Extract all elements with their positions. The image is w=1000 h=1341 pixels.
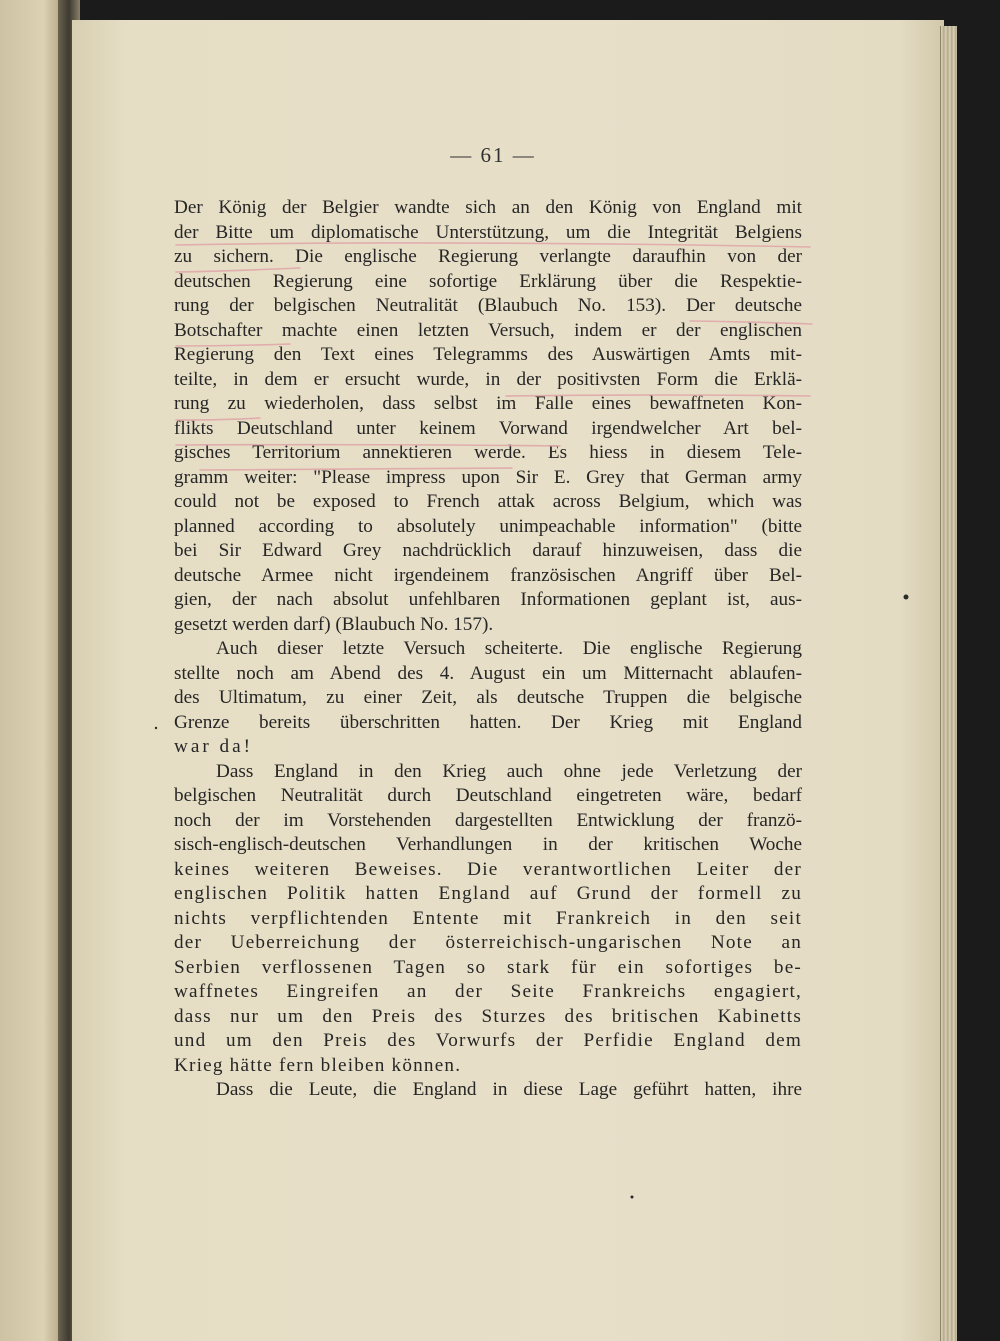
text-line: dass nur um den Preis des Sturzes des britischen Kabinetts — [174, 1005, 802, 1027]
text-line: keines weiteren Beweises. Die verantwortlichen Leiter der — [174, 858, 802, 880]
text-line: rung der belgischen Neutralität (Blaubuch No. 153). Der deutsche — [174, 295, 802, 316]
text-line: belgischen Neutralität durch Deutschland eingetreten wäre, bedarf — [174, 785, 802, 806]
text-line: bei Sir Edward Grey nachdrücklich darauf hinzuweisen, dass die — [174, 540, 802, 561]
text-line: stellte noch am Abend des 4. August ein um Mitternacht ablaufen- — [174, 662, 802, 684]
text-line: rung zu wiederholen, dass selbst im Falle eines bewaffneten Kon- — [174, 393, 802, 414]
text-line: Botschafter machte einen letzten Versuch, indem er der englischen — [174, 319, 802, 341]
text-line: und um den Preis des Vorwurfs der Perfidie England dem — [174, 1030, 802, 1051]
text-line: der Bitte um diplomatische Unterstützung, um die Integrität Belgiens — [174, 221, 802, 243]
text-line: der Ueberreichung der österreichisch-ungarischen Note an — [174, 932, 802, 953]
text-line: noch der im Vorstehenden dargestellten Entwicklung der franzö- — [174, 809, 802, 831]
text-line: gisches Territorium annektieren werde. Es hiess in diesem Tele- — [174, 442, 802, 463]
text-line: gien, der nach absolut unfehlbaren Informationen geplant ist, aus- — [174, 589, 802, 610]
text-line: teilte, in dem er ersucht wurde, in der positivsten Form die Erklä- — [174, 368, 802, 390]
paragraph-start-line: Dass die Leute, die England in diese Lage geführt hatten, ihre — [216, 1079, 802, 1100]
text-line: Regierung den Text eines Telegramms des Auswärtigen Amts mit- — [174, 344, 802, 365]
text-line: Grenze bereits überschritten hatten. Der Krieg mit England — [174, 711, 802, 733]
text-line: sisch-englisch-deutschen Verhandlungen in der kritischen Woche — [174, 834, 802, 855]
text-line: Der König der Belgier wandte sich an den König von England mit — [174, 197, 802, 218]
text-line: gesetzt werden darf) (Blaubuch No. 157). — [174, 613, 494, 635]
text-line: Serbien verflossenen Tagen so stark für ein sofortiges be- — [174, 956, 802, 978]
text-line: gramm weiter: "Please impress upon Sir E. Grey that German army — [174, 466, 802, 488]
text-line: zu sichern. Die englische Regierung verlangte daraufhin von der — [174, 246, 802, 267]
text-line: Krieg hätte fern bleiben können. — [174, 1054, 462, 1076]
text-line: could not be exposed to French attak across Belgium, which was — [174, 491, 802, 512]
text-line: des Ultimatum, zu einer Zeit, als deutsche Truppen die belgische — [174, 687, 802, 708]
body-text — [174, 196, 802, 1103]
text-line: deutschen Regierung eine sofortige Erklärung über die Respektie- — [174, 270, 802, 292]
facing-page-edge — [0, 0, 62, 1341]
paragraph-start-line: Auch dieser letzte Versuch scheiterte. Die englische Regierung — [216, 638, 802, 659]
text-line: englischen Politik hatten England auf Grund der formell zu — [174, 883, 802, 904]
text-line: flikts Deutschland unter keinem Vorwand irgendwelcher Art bel- — [174, 417, 802, 439]
text-line: war da! — [174, 736, 254, 757]
text-line: waffnetes Eingreifen an der Seite Frankreichs engagiert, — [174, 981, 802, 1002]
text-line: deutsche Armee nicht irgendeinem französischen Angriff über Bel- — [174, 564, 802, 586]
text-line: planned according to absolutely unimpeachable information" (bitte — [174, 515, 802, 537]
paragraph-start-line: Dass England in den Krieg auch ohne jede Verletzung der — [216, 760, 802, 782]
text-line: nichts verpflichtenden Entente mit Frankreich in den seit — [174, 907, 802, 929]
page-number: — 61 — — [450, 143, 536, 167]
